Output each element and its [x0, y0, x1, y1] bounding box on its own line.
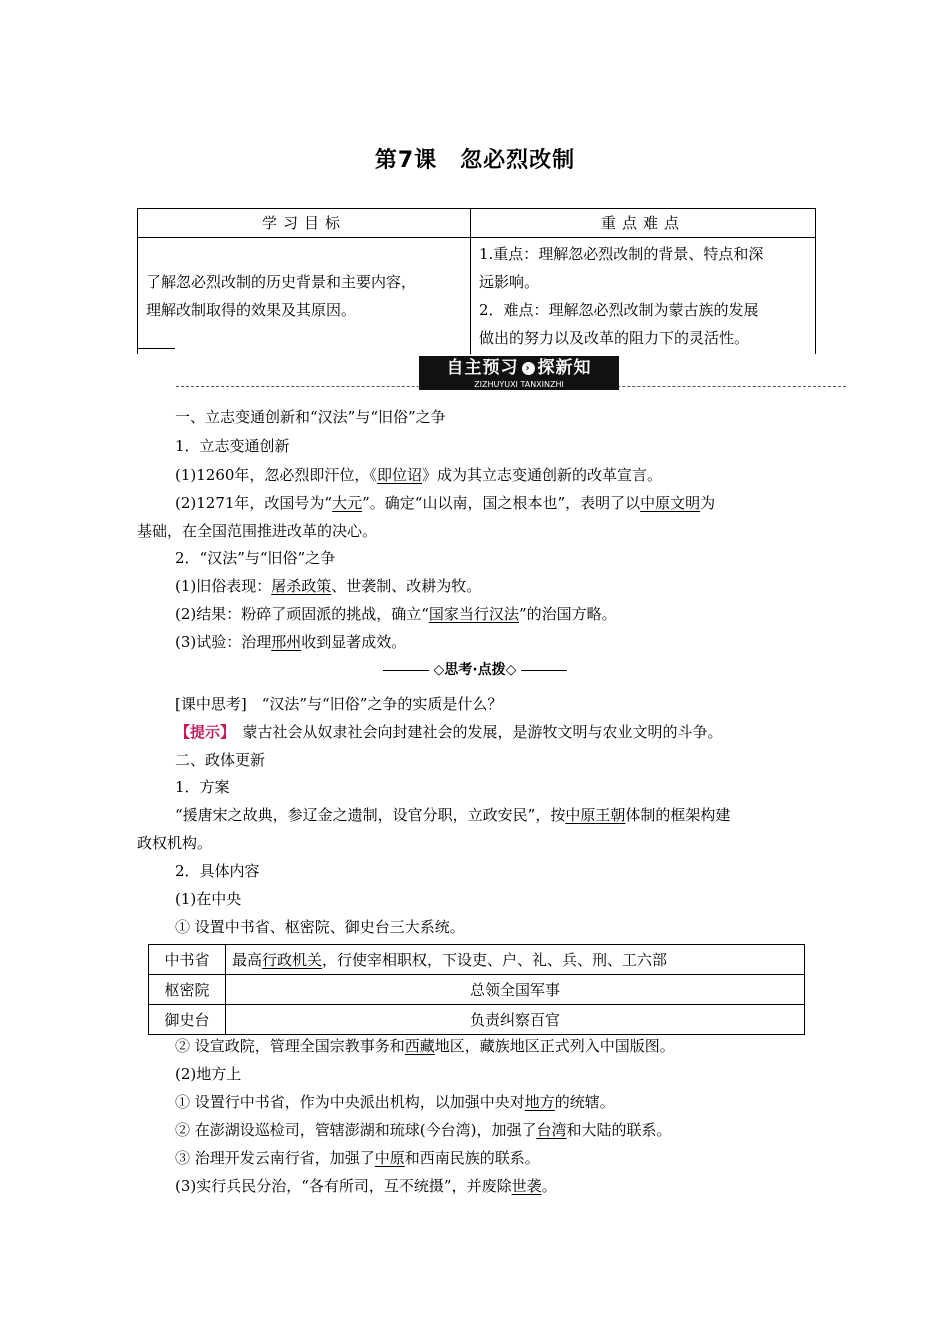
local-item-3: ③ 治理开发云南行省，加强了中原和西南民族的联系。 — [175, 1149, 540, 1167]
central-item-1: ① 设置中书省、枢密院、御史台三大系统。 — [175, 918, 465, 936]
section1-heading: 一、立志变通创新和“汉法”与“旧俗”之争 — [175, 408, 446, 426]
local-heading: (2)地方上 — [175, 1065, 242, 1083]
goals-table — [137, 208, 816, 354]
section-banner — [176, 356, 846, 389]
paragraph-2: (2)1271年，改国号为“大元”。确定“山以南，国之根本也”，表明了以中原文明为 — [175, 494, 716, 512]
central-item-2: ② 设宣政院，管理全国宗教事务和西藏地区，藏族地区正式列入中国版图。 — [175, 1037, 675, 1055]
section2-sub2: 2．具体内容 — [175, 862, 260, 880]
key-points-header: 重点难点 — [471, 209, 816, 238]
local-item-1: ① 设置行中书省，作为中央派出机构，以加强中央对地方的统辖。 — [175, 1093, 615, 1111]
section2-heading: 二、政体更新 — [175, 751, 266, 769]
section1-sub1: 1．立志变通创新 — [175, 437, 290, 455]
page-title: 第7课 忽必烈改制 — [374, 148, 576, 173]
section1-sub2: 2．“汉法”与“旧俗”之争 — [175, 549, 336, 567]
banner-pinyin: ZIZHUYUXI TANXINZHI — [419, 379, 619, 390]
central-heading: (1)在中央 — [175, 890, 242, 908]
think-divider: ◇思考·点拨◇ — [0, 659, 950, 679]
table-row: 御史台 负责纠察百官 — [149, 1005, 805, 1035]
think-hint: 【提示】 蒙古社会从奴隶社会向封建社会的发展，是游牧文明与农业文明的斗争。 — [175, 723, 723, 741]
table-stub-rule — [137, 348, 175, 349]
paragraph-2-cont: 基础，在全国范围推进改革的决心。 — [137, 522, 378, 540]
paragraph-4: (2)结果：粉碎了顽固派的挑战，确立“国家当行汉法”的治国方略。 — [175, 605, 617, 623]
think-question: [课中思考] “汉法”与“旧俗”之争的实质是什么？ — [175, 695, 503, 713]
paragraph-3: (1)旧俗表现：屠杀政策、世袭制、改耕为牧。 — [175, 577, 482, 595]
goals-cell: 了解忽必烈改制的历史背景和主要内容， 理解改制取得的效果及其原因。 — [138, 238, 471, 355]
central-organs-table — [148, 944, 805, 1035]
plan-paragraph: “援唐宋之故典，参辽金之遗制，设官分职，立政安民”，按中原王朝体制的框架构建 — [175, 806, 731, 824]
plan-paragraph-cont: 政权机构。 — [137, 834, 213, 852]
diamond-icon: ◇ — [505, 662, 522, 678]
banner-label: 自主预习 › 探新知 — [419, 356, 619, 380]
section2-sub1: 1．方案 — [175, 778, 230, 796]
paragraph-1: (1)1260年，忽必烈即汗位，《即位诏》成为其立志变通创新的改革宣言。 — [175, 466, 662, 484]
key-points-cell: 1.重点：理解忽必烈改制的背景、特点和深 远影响。 2．难点：理解忽必烈改制为蒙古族的发展 做出的努力以及改革的阻力下的灵活性。 — [471, 238, 816, 355]
goals-header: 学习目标 — [138, 209, 471, 238]
diamond-icon: ◇ — [428, 662, 445, 678]
local-item-2: ② 在澎湖设巡检司，管辖澎湖和琉球(今台湾)，加强了台湾和大陆的联系。 — [175, 1121, 672, 1139]
chevron-right-icon: › — [522, 362, 535, 375]
table-row: 中书省 最高行政机关，行使宰相职权，下设吏、户、礼、兵、刑、工六部 — [149, 945, 805, 975]
paragraph-5: (3)试验：治理邢州收到显著成效。 — [175, 633, 407, 651]
table-row: 枢密院 总领全国军事 — [149, 975, 805, 1005]
military-paragraph: (3)实行兵民分治，“各有所司，互不统摄”，并废除世袭。 — [175, 1177, 557, 1195]
